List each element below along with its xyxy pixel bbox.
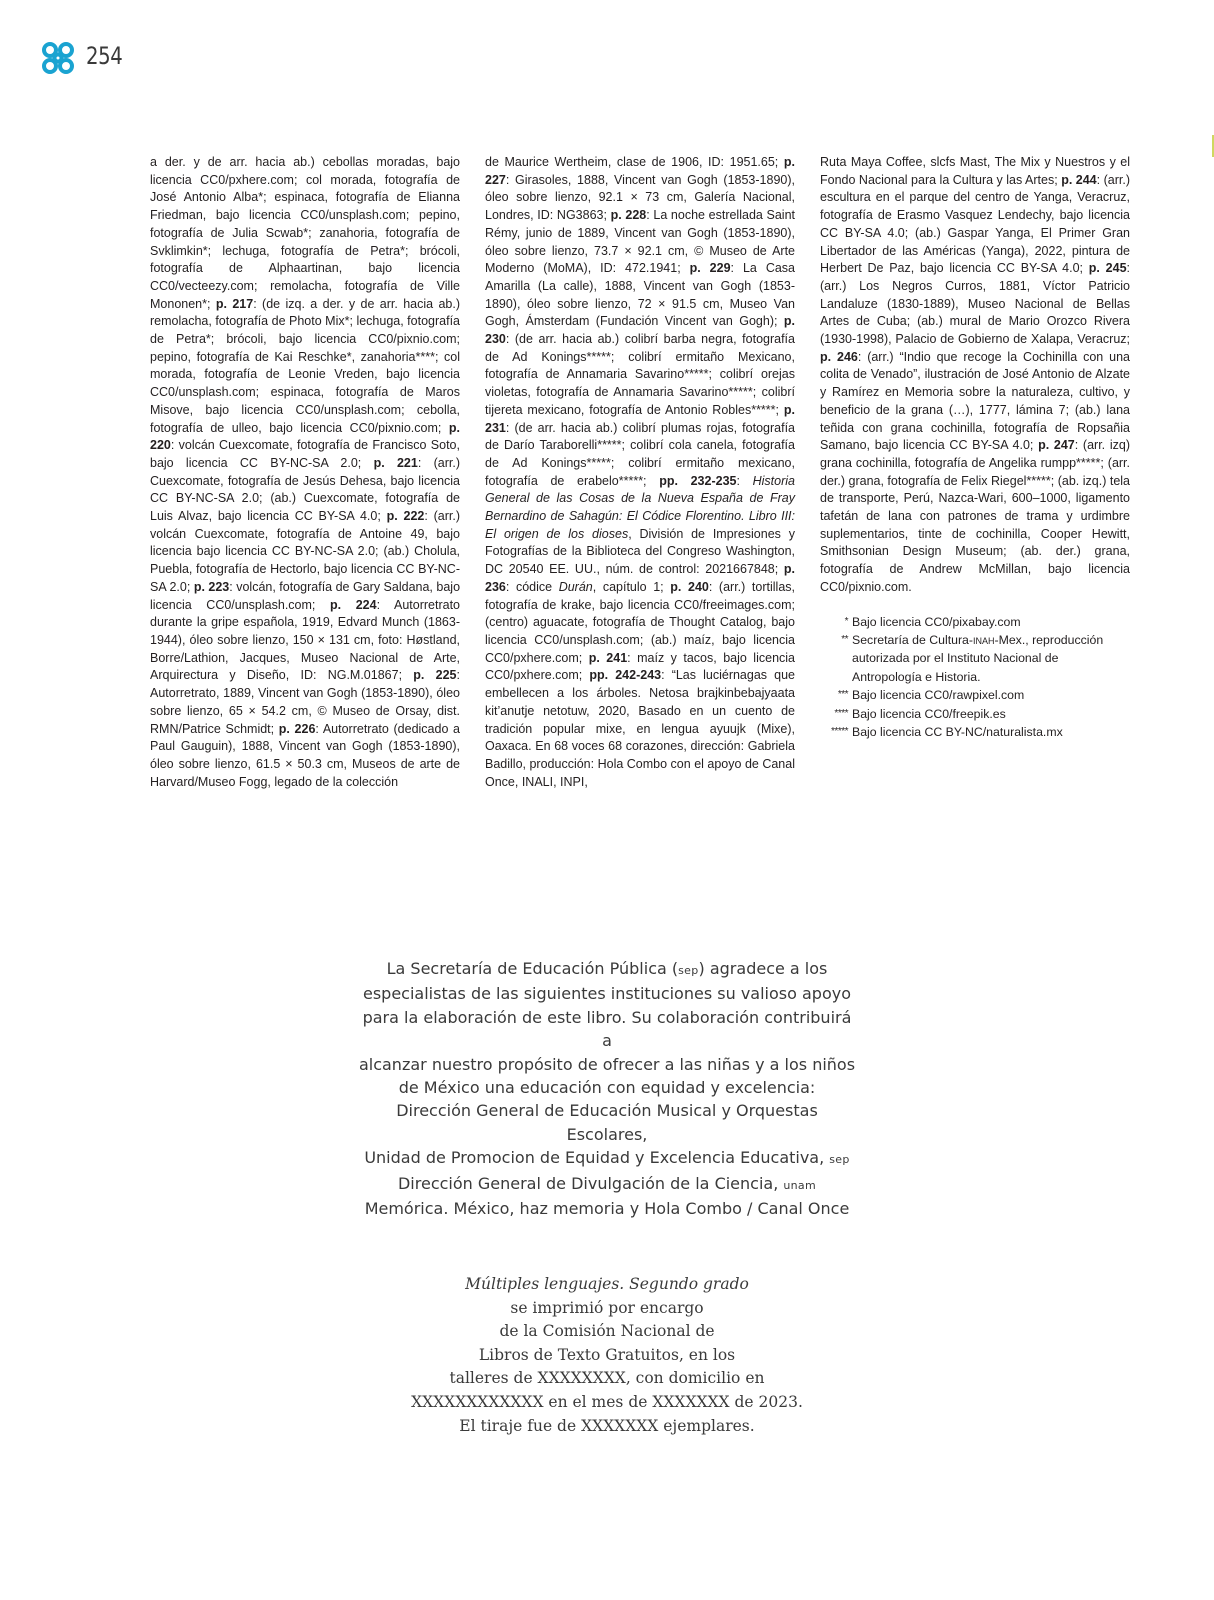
- page-reference: p. 247: [1038, 438, 1075, 453]
- credit-text: : (arr.) Los Negros Curros, 1881, Víctor Patricio Landaluze (1830-1889), Museo Nacional de Bellas Artes de Cuba; (ab.) mural de Mario Orozco Rivera (1930-1998), Palacio de Gobierno de Xalapa, Veracruz;: [820, 261, 1131, 347]
- credit-text: : (arr.) volcán Cuexcomate, fotografía de Antoine 49, bajo licencia bajo licencia CC BY-NC-SA 2.0; (ab.) Cholula, Puebla, fotografía de Hectorlo, bajo licencia CC BY-NC-SA 2.0;: [150, 509, 460, 594]
- page-reference: p. 217: [215, 296, 254, 311]
- colophon-line: Libros de Texto Gratuitos, en los: [478, 1345, 736, 1364]
- credits-column-2: [485, 154, 795, 791]
- credit-text: : (arr.) Cuexcomate, fotografía de Jesús Dehesa, bajo licencia CC BY-NC-SA 2.0; (ab.) Cuexcomate, fotografía de Luis Alvaz, bajo licencia CC BY-SA 4.0;: [150, 455, 460, 524]
- page-reference: p. 221: [373, 455, 418, 470]
- acknowledgments-line: para la elaboración de este libro. Su colaboración contribuirá a: [362, 1007, 852, 1051]
- credits-column-3: [820, 154, 1130, 741]
- page-reference: p. 220: [150, 420, 460, 453]
- page-reference: pp. 232-235: [659, 473, 737, 488]
- footnote-text: Bajo licencia CC BY-NC/naturalista.mx: [852, 725, 1063, 740]
- colophon-line: XXXXXXXXXXXX en el mes de XXXXXXX de 2023.: [411, 1392, 803, 1411]
- footnotes-list: [820, 613, 1130, 742]
- credit-text: Ruta Maya Coffee, slcfs Mast, The Mix y Nuestros y el Fondo Nacional para la Cultura y las Artes;: [820, 155, 1130, 187]
- footnote: [820, 631, 1130, 686]
- footnote: [820, 723, 1130, 741]
- acknowledgments-text: Dirección General de Divulgación de la Ciencia,: [397, 1173, 784, 1193]
- credit-text: : (arr.) “Indio que recoge la Cochinilla con una colita de Venado”, ilustración de José Antonio de Alzate y Ramírez en Memoria sobre la naturaleza, cultivo, y beneficio de la grana (…), 1777, lámina 7; (ab.) lana teñida con grana cochinilla, fotografía de Ropsañia Samano, bajo licencia CC BY-SA 4.0;: [820, 349, 1130, 453]
- colophon-line: se imprimió por encargo: [510, 1298, 704, 1317]
- page-reference: p. 224: [330, 597, 377, 612]
- credits-column-3-text: [820, 154, 1130, 597]
- acknowledgments-line: de México una educación con equidad y excelencia:: [398, 1078, 816, 1098]
- footnote-mark: ****: [834, 707, 848, 719]
- credit-text: : La noche estrellada Saint Rémy, junio de 1889, Vincent van Gogh (1853-1890), óleo sobre lienzo, 73.7 × 92.1 cm, © Museo de Arte Moderno (MoMA), ID: 472.1941;: [485, 208, 795, 276]
- credit-text: : maíz y tacos, bajo licencia CC0/pxhere.com;: [485, 650, 795, 683]
- footnote-text: Bajo licencia CC0/freepik.es: [852, 706, 1006, 721]
- page-reference: p. 244: [1061, 172, 1097, 187]
- work-title: Historia General de las Cosas de la Nueva España de Fray Bernardino de Sahagún: El Códice Florentino. Libro III: El origen de los dioses: [485, 473, 795, 541]
- acknowledgments: [357, 957, 857, 1220]
- colophon-title: [357, 1273, 857, 1297]
- footnote-text: Bajo licencia CC0/pixabay.com: [852, 614, 1021, 629]
- acknowledgments-text: La Secretaría de Educación Pública (: [386, 959, 679, 978]
- footnote: [820, 686, 1130, 704]
- footnote: [820, 705, 1130, 723]
- page-reference: p. 240: [670, 579, 709, 594]
- credit-text: : Autorretrato (dedicado a Paul Gauguin), 1888, Vincent van Gogh (1853-1890), óleo sobre lienzo, 61.5 × 50.3 cm, Museos de arte de Harvard/Museo Fogg, legado de la colección: [150, 721, 461, 789]
- page-reference: p. 227: [485, 155, 795, 187]
- credit-text: : Girasoles, 1888, Vincent van Gogh (1853-1890), óleo sobre lienzo, 92.1 × 73 cm, Galería Nacional, Londres, ID: NG3863;: [485, 172, 795, 223]
- credit-text: de Maurice Wertheim, clase de 1906, ID: 1951.65;: [485, 155, 784, 169]
- acknowledgments-line: [357, 1172, 857, 1197]
- acknowledgments-text: ) agradece a los: [698, 959, 828, 978]
- credit-text: : Autorretrato durante la gripe española, 1919, Edvard Munch (1863-1944), óleo sobre lienzo, 150 × 131 cm, foto: Høstland, Borre/Lathion, Jacques, Museo Nacional de Arte, Arquirectura y Diseño, ID: NG.M.01867;: [150, 597, 460, 683]
- footnote-text: Bajo licencia CC0/rawpixel.com: [852, 688, 1025, 703]
- colophon: [357, 1273, 857, 1438]
- acknowledgments-text: Unidad de Promocion de Equidad y Excelencia Educativa,: [364, 1148, 830, 1168]
- acknowledgments-smallcaps: unam: [783, 1178, 816, 1192]
- page-reference: p. 246: [820, 349, 858, 364]
- page-reference: p. 230: [485, 314, 795, 347]
- credit-text: : códice: [505, 579, 559, 594]
- quatrefoil-logo-icon: [40, 40, 76, 76]
- credit-text: : (arr. izq) grana cochinilla, fotografía de Angelika rumpp*****; (arr. der.) grana, fotografía de Felix Riegel*****; (ab. izq.) tela de transporte, Perú, Nazca-Wari, 600–1000, ligamento tafetán de lana con patrones de trama y urdimbre suplementarios, tinte de cochinilla, Cooper Hewitt, Smithsonian Design Museum; (ab. der.) grana, fotografía de Andrew McMillan, bajo licencia CC0/pixnio.com.: [820, 438, 1130, 594]
- credit-text: : “Las luciérnagas que embellecen a los árboles. Netosa brajkinbebajyaata kit’anutje netotuw, 2020, Basado en un cuento de tradición popular mixe, en lengua ayuujk (Mixe), Oaxaca. En 68 voces 68 corazones, dirección: Gabriela Badillo, producción: Hola Combo con el apoyo de Canal Once, INALI, INPI,: [485, 668, 796, 789]
- footnote-text-part: -Mex., reproducción autorizada por el Instituto Nacional de Antropología e Historia.: [852, 632, 1104, 684]
- credits-column-1: [150, 154, 460, 791]
- page-reference: p. 231: [485, 402, 795, 435]
- credit-text: , División de Impresiones y Fotografías de la Biblioteca del Congreso Washington, DC 20540 EE. UU., núm. de control: 2021667848;: [485, 526, 795, 577]
- footnote-mark: *****: [831, 726, 848, 738]
- colophon-line: El tiraje fue de XXXXXXX ejemplares.: [459, 1416, 755, 1435]
- colophon-title-text: Múltiples lenguajes. Segundo grado: [465, 1275, 749, 1293]
- footnote-mark: ***: [837, 689, 848, 701]
- page-number: 254: [86, 42, 123, 70]
- page-reference: p. 229: [689, 261, 731, 276]
- credit-text: : (de izq. a der. y de arr. hacia ab.) remolacha, fotografía de Photo Mix*; lechuga, fotografía de Petra*; brócoli, bajo licencia CC0/pixnio.com; pepino, fotografía de Kai Reschke*, zanahoria****; col morada, fotografía de Leonie Vreden, bajo licencia CC0/unsplash.com; espinaca, fotografía de Maros Misove, bajo licencia CC0/unsplash.com; cebolla, fotografía de ulleo, bajo licencia CC0/pixnio.com;: [150, 296, 461, 435]
- credit-text: : volcán Cuexcomate, fotografía de Francisco Soto, bajo licencia CC BY-NC-SA 2.0;: [150, 438, 460, 470]
- page-reference: p. 222: [386, 509, 425, 524]
- acknowledgments-line: [357, 1146, 857, 1171]
- page-reference: p. 236: [485, 562, 795, 594]
- footnote-text-smallcaps: inah: [972, 632, 995, 647]
- acknowledgments-line: [357, 957, 857, 982]
- credit-text: : (de arr. hacia ab.) colibrí plumas rojas, fotografía de Darío Taraborelli*****; colibrí cola canela, fotografía de Ad Konings*****; colibrí ermitaño mexicano, fotografía de erabelo*****;: [485, 420, 795, 488]
- credit-text: : (arr.) tortillas, fotografía de krake, bajo licencia CC0/freeimages.com; (centro) aguacate, fotografía de Thought Catalog, bajo licencia CC0/unsplash.com; (ab.) maíz, bajo licencia CC0/pxhere.com;: [485, 579, 795, 665]
- acknowledgments-line: Dirección General de Educación Musical y Orquestas Escolares,: [396, 1101, 818, 1144]
- colophon-line: de la Comisión Nacional de: [499, 1322, 715, 1341]
- page-reference: p. 223: [193, 579, 230, 594]
- footnote-text-part: Secretaría de Cultura-: [852, 632, 973, 647]
- page-reference: p. 226: [278, 721, 316, 736]
- credit-text: : (arr.) escultura en el parque del centro de Yanga, Veracruz, fotografía de Erasmo Vasquez Lendechy, bajo licencia CC BY-SA 4.0; (ab.) Gaspar Yanga, El Primer Gran Libertador de las Américas (Yanga), 2022, pintura de Herbert De Paz, bajo licencia CC BY-SA 4.0;: [820, 172, 1130, 276]
- page-reference: p. 245: [1088, 261, 1127, 276]
- page-reference: p. 228: [610, 208, 647, 223]
- page-reference: p. 225: [413, 668, 457, 683]
- page-reference: pp. 242-243: [589, 668, 662, 683]
- credit-text: : La Casa Amarilla (La calle), 1888, Vincent van Gogh (1853-1890), óleo sobre lienzo, 72 × 91.5 cm, Museo Van Gogh, Ámsterdam (Fundación Vincent van Gogh);: [485, 261, 795, 329]
- acknowledgments-line: Memórica. México, haz memoria y Hola Combo / Canal Once: [364, 1199, 850, 1219]
- footnote-text: [852, 631, 1130, 686]
- footnote: [820, 613, 1130, 631]
- credit-text: : (de arr. hacia ab.) colibrí barba negra, fotografía de Ad Konings*****; colibrí ermitaño Mexicano, fotografía de Annamaria Savarino*****; colibrí orejas violetas, fotografía de Annamaria Savarino*****; colibrí tijereta mexicano, fotografía de Antonio Robles*****;: [485, 332, 795, 417]
- page-reference: p. 241: [588, 650, 628, 665]
- acknowledgments-smallcaps: sep: [678, 964, 699, 977]
- credit-text: : Autorretrato, 1889, Vincent van Gogh (1853-1890), óleo sobre lienzo, 65 × 54.2 cm, © Museo de Orsay, dist. RMN/Patrice Schmidt;: [150, 668, 460, 736]
- colophon-line: talleres de XXXXXXXX, con domicilio en: [449, 1369, 765, 1388]
- footnote-mark: *: [844, 615, 848, 627]
- footnote-mark: **: [841, 633, 848, 645]
- acknowledgments-smallcaps: sep: [829, 1153, 850, 1167]
- credit-text: :: [736, 473, 753, 488]
- credit-text: , capítulo 1;: [592, 579, 671, 594]
- work-title: Durán: [558, 579, 593, 594]
- acknowledgments-line: alcanzar nuestro propósito de ofrecer a las niñas y a los niños: [358, 1054, 856, 1074]
- credit-text: a der. y de arr. hacia ab.) cebollas moradas, bajo licencia CC0/pxhere.com; col morada, fotografía de José Antonio Alba*; espinaca, fotografía de Elianna Friedman, bajo licencia CC0/unsplash.com; pepino, fotografía de Julia Scwab*; zanahoria, fotografía de Svklimkin*; lechuga, fotografía de Petra*; brócoli, fotografía de Alphaartinan, bajo licencia CC0/vecteezy.com; remolacha, fotografía de Ville Mononen*;: [150, 155, 460, 311]
- acknowledgments-line: especialistas de las siguientes instituciones su valioso apoyo: [363, 984, 851, 1004]
- credit-text: : volcán, fotografía de Gary Saldana, bajo licencia CC0/unsplash.com;: [150, 579, 461, 612]
